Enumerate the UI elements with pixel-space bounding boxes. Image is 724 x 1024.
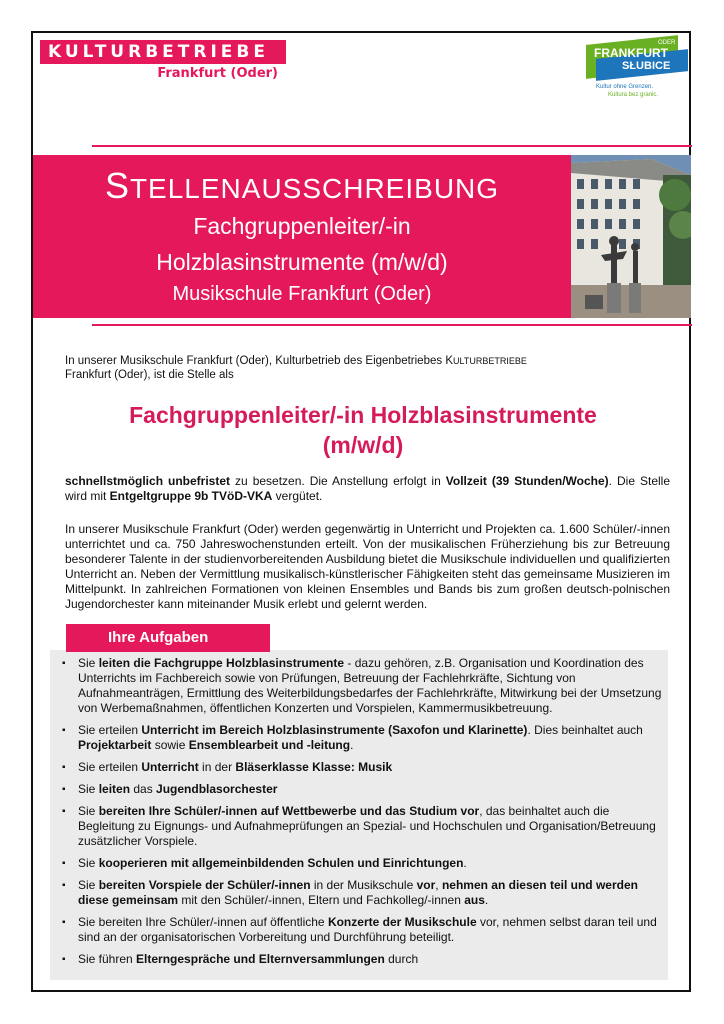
tasks-heading: Ihre Aufgaben: [66, 624, 270, 652]
intro-text: In unserer Musikschule Frankfurt (Oder), Kulturbetrieb des Eigenbetriebes KULTURBETRIEBE Frankfurt (Oder), ist die Stelle als: [65, 355, 527, 381]
logo-oder-text: ODER: [658, 40, 676, 46]
list-item: ▪ Sie erteilen Unterricht im Bereich Holzblasinstrumente (Saxofon und Klarinette). Dies beinhaltet auch Projektarbeit sowie Ensemblearbeit und -leitung.: [62, 723, 662, 753]
employment-terms: schnellstmöglich unbefristet zu besetzen. Die Anstellung erfolgt in Vollzeit (39 Stunden/Woche). Die Stelle wird mit Entgeltgruppe 9b TVöD-VKA vergütet.: [65, 474, 671, 503]
logo-tagline-pl: Kultura bez granic.: [608, 92, 659, 98]
school-description: In unserer Musikschule Frankfurt (Oder) werden gegenwärtig in Unterricht und Projekten ca. 1.600 Schüler/-innen unterrichtet und ca. 750 Jahreswochenstunden erteilt. Von der musikalischen Früherziehung bis zur Betreuung besonderer Talente in der studienvorbereitenden Ausbildung bietet die Musikschule individuellen und qualifizierten Unterricht an. Neben der Vermittlung musikalisch-künstlerischer Fähigkeiten steht das gemeinsame Musizieren im Mittelpunkt. In zahlreichen Formationen von kleinen Ensembles und Bands bis zum großen deutsch-polnischen Jugendorchester kann miteinander Musik erlebt und gelernt werden.: [65, 522, 670, 611]
logo-slubice-text: SŁUBICE: [622, 60, 671, 72]
list-item: ▪ Sie bereiten Ihre Schüler/-innen auf Wettbewerbe und das Studium vor, das beinhaltet auch die Begleitung zu Eignungs- und Aufnahmeprüfungen an Spezial- und Hochschulen und Organisation/Betreuung zusätzlicher Vorspiele.: [62, 804, 662, 849]
logo-frankfurt-text: FRANKFURT: [594, 46, 668, 60]
list-item: ▪ Sie leiten die Fachgruppe Holzblasinstrumente - dazu gehören, z.B. Organisation und Koordination des Unterrichts im Fachbereich sowie von Prüfungen, Betreuung der Fachlehrkräfte, Sichtung von Aufnahmeanträgen, Ermittlung des Weiterbildungsbedarfes der Fachlehrkräfte, Mitwirkung bei der Umsetzung von Werbemaßnahmen, öffentlichen Konzerten und Vorspielen, Kammermusikbetreuung.: [62, 656, 662, 716]
building-photo: [571, 155, 691, 318]
logo-tagline-de: Kultur ohne Grenzen.: [596, 84, 654, 90]
task-list: [62, 656, 662, 974]
kulturbetriebe-logo: [40, 40, 286, 84]
logo-subtitle: Frankfurt (Oder): [157, 66, 278, 81]
title-banner: [33, 155, 571, 318]
divider-bottom: [92, 324, 692, 326]
list-item: ▪ Sie erteilen Unterricht in der Bläserklasse Klasse: Musik: [62, 760, 662, 775]
list-item: ▪ Sie bereiten Vorspiele der Schüler/-innen in der Musikschule vor, nehmen an diesen teil und werden diese gemeinsam mit den Schüler/-innen, Eltern und Fachkolleg/-innen aus.: [62, 878, 662, 908]
divider-top: [92, 145, 692, 147]
position-title: Fachgruppenleiter/-in Holzblasinstrumente (m/w/d): [129, 402, 597, 458]
banner-school: Musikschule Frankfurt (Oder): [172, 283, 432, 305]
partner-logo-mark: [586, 40, 684, 76]
banner-heading: STELLENAUSSCHREIBUNG: [104, 165, 500, 206]
list-item: ▪ Sie bereiten Ihre Schüler/-innen auf öffentliche Konzerte der Musikschule vor, nehmen selbst daran teil und sind an der organisatorischen Vorbereitung und Durchführung beteiligt.: [62, 915, 662, 945]
list-item: ▪ Sie kooperieren mit allgemeinbildenden Schulen und Einrichtungen.: [62, 856, 662, 871]
list-item: ▪ Sie führen Elterngespräche und Elternversammlungen durch: [62, 952, 662, 967]
logo-wordmark: KULTURBETRIEBE: [40, 40, 286, 64]
frankfurt-slubice-logo: [582, 36, 692, 106]
banner-instrument: Holzblasinstrumente (m/w/d): [156, 249, 448, 275]
banner-position: Fachgruppenleiter/-in: [193, 213, 411, 239]
list-item: ▪ Sie leiten das Jugendblasorchester: [62, 782, 662, 797]
